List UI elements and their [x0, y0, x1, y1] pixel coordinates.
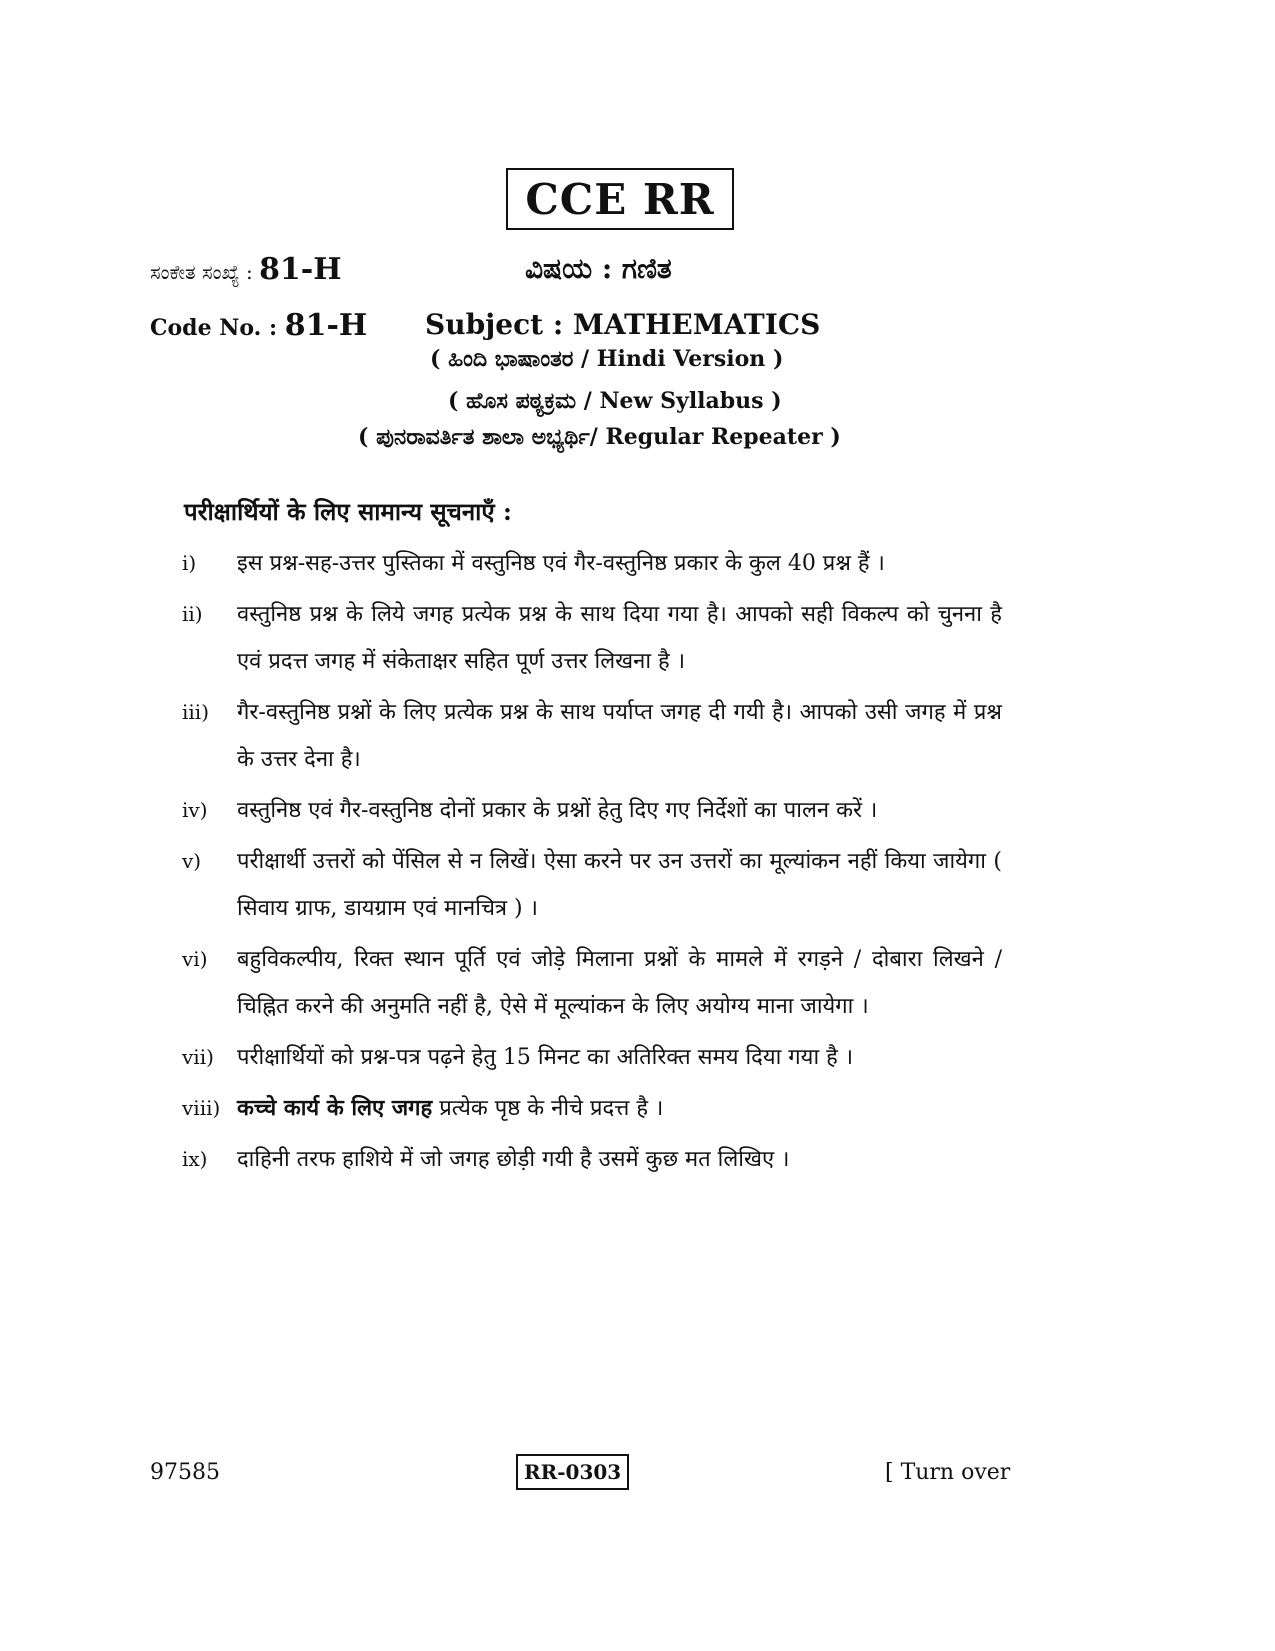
- version-line: ( ಹಿಂದಿ ಭಾಷಾಂತರ / Hindi Version ): [430, 346, 784, 372]
- instruction-text: दाहिनी तरफ हाशिये में जो जगह छोड़ी गयी है उसमें कुछ मत लिखिए ।: [237, 1147, 790, 1172]
- instruction-text: वस्तुनिष्ठ एवं गैर-वस्तुनिष्ठ दोनों प्रकार के प्रश्नों हेतु दिए गए निर्देशों का पालन करें ।: [237, 798, 878, 823]
- instructions-heading: परीक्षार्थियों के लिए सामान्य सूचनाएँ :: [184, 497, 512, 526]
- instruction-rest-text: प्रत्येक पृष्ठ के नीचे प्रदत्त है ।: [432, 1096, 664, 1121]
- instruction-text: बहुविकल्पीय, रिक्त स्थान पूर्ति एवं जोड़े मिलाना प्रश्नों के मामले में रगड़ने / दोबारा लिखने / चिह्नित करने की अनुमति नहीं है, ऐसे में मूल्यांकन के लिए अयोग्य माना जायेगा ।: [237, 947, 1002, 1019]
- syllabus-line: ( ಹೊಸ ಪಠ್ಯಕ್ರಮ / New Syllabus ): [448, 388, 782, 414]
- instruction-item: [182, 591, 1002, 685]
- instruction-text: परीक्षार्थियों को प्रश्न-पत्र पढ़ने हेतु 15 मिनट का अतिरिक्त समय दिया गया है ।: [237, 1045, 854, 1070]
- instruction-number: ix): [182, 1147, 208, 1171]
- candidate-type-line: ( ಪುನರಾವರ್ತಿತ ಶಾಲಾ ಅಭ್ಯರ್ಥಿ/ Regular Repeater ): [358, 424, 841, 450]
- exam-title: CCE RR: [506, 168, 734, 230]
- kannada-code-label: ಸಂಕೇತ ಸಂಖ್ಯೆ :: [150, 260, 253, 284]
- instruction-item: [182, 1136, 1002, 1183]
- instruction-item: [182, 689, 1002, 783]
- code-label: Code No. :: [150, 315, 278, 341]
- footer-turn-over: [ Turn over: [885, 1460, 1011, 1485]
- instruction-text: परीक्षार्थी उत्तरों को पेंसिल से न लिखें। ऐसा करने पर उन उत्तरों का मूल्यांकन नहीं किया जायेगा ( सिवाय ग्राफ, डायग्राम एवं मानचित्र ) ।: [237, 849, 1002, 921]
- instruction-number: ii): [182, 602, 203, 626]
- instruction-text: इस प्रश्न-सह-उत्तर पुस्तिका में वस्तुनिष्ठ एवं गैर-वस्तुनिष्ठ प्रकार के कुल 40 प्रश्न हैं ।: [237, 551, 885, 576]
- instruction-bold-text: कच्चे कार्य के लिए जगह: [237, 1095, 433, 1121]
- instruction-number: vii): [182, 1045, 214, 1069]
- instruction-number: vi): [182, 947, 208, 971]
- instruction-text: वस्तुनिष्ठ प्रश्न के लिये जगह प्रत्येक प्रश्न के साथ दिया गया है। आपको सही विकल्प को चुनना है एवं प्रदत्त जगह में संकेताक्षर सहित पूर्ण उत्तर लिखना है ।: [237, 602, 1002, 674]
- instructions-list: [182, 540, 1002, 1187]
- instruction-item: [182, 1085, 1002, 1132]
- instruction-number: viii): [182, 1096, 221, 1120]
- code-value: 81-H: [284, 308, 368, 343]
- code-line: [150, 308, 367, 343]
- kannada-code-line: [150, 252, 342, 287]
- instruction-number: iv): [182, 798, 208, 822]
- instruction-item: [182, 1034, 1002, 1081]
- instruction-number: i): [182, 551, 197, 575]
- instruction-text: [237, 1085, 1002, 1132]
- subject: Subject : MATHEMATICS: [425, 308, 821, 341]
- instruction-number: v): [182, 849, 202, 873]
- footer-serial-number: 97585: [150, 1460, 220, 1485]
- kannada-subject: ವಿಷಯ : ಗಣಿತ: [525, 252, 672, 285]
- instruction-number: iii): [182, 700, 209, 724]
- instruction-item: [182, 838, 1002, 932]
- instruction-item: [182, 936, 1002, 1030]
- kannada-code-value: 81-H: [259, 252, 342, 287]
- instruction-item: [182, 540, 1002, 587]
- footer-paper-code: RR-0303: [516, 1454, 629, 1490]
- instruction-text: गैर-वस्तुनिष्ठ प्रश्नों के लिए प्रत्येक प्रश्न के साथ पर्याप्त जगह दी गयी है। आपको उसी जगह में प्रश्न के उत्तर देना है।: [237, 700, 1002, 772]
- instruction-item: [182, 787, 1002, 834]
